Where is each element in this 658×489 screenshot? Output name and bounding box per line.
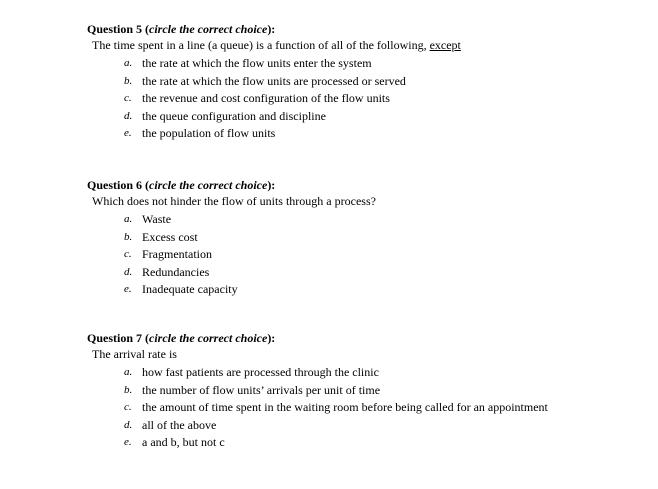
choice-a[interactable]: a. the rate at which the flow units enter the system [124,56,372,70]
question-title: Question 6 (circle the correct choice): [87,178,276,192]
choice-list [87,365,647,453]
choice-d[interactable]: d. the queue configuration and discipline [124,108,326,123]
choice-b[interactable]: b. the number of flow units’ arrivals per unit of time [124,382,381,397]
choice-a[interactable]: a. how fast patients are processed through the clinic [124,365,379,379]
question-5 [87,22,647,144]
choice-d[interactable]: d. all of the above [124,417,217,432]
choice-c[interactable]: c. Fragmentation [124,247,212,261]
stem-emphasis: except [429,38,461,52]
question-7 [87,331,647,453]
choice-a[interactable]: a. Waste [124,212,172,226]
question-stem: The arrival rate is [92,347,177,361]
choice-list [87,212,647,300]
choice-d[interactable]: d. Redundancies [124,264,210,279]
question-stem: Which does not hinder the flow of units through a process? [92,194,376,208]
choice-e[interactable]: e. Inadequate capacity [124,282,238,296]
question-title: Question 5 (circle the correct choice): [87,22,276,36]
choice-e[interactable]: e. the population of flow units [124,126,276,140]
choice-c[interactable]: c. the revenue and cost configuration of the flow units [124,91,390,105]
choice-c[interactable]: c. the amount of time spent in the waiting room before being called for an appointment [124,400,548,414]
choice-e[interactable]: e. a and b, but not c [124,435,225,449]
choice-b[interactable]: b. Excess cost [124,229,198,244]
question-title: Question 7 (circle the correct choice): [87,331,276,345]
question-6 [87,178,647,300]
choice-list [87,56,647,144]
choice-b[interactable]: b. the rate at which the flow units are processed or served [124,73,406,88]
question-stem: The time spent in a line (a queue) is a function of all of the following, except [92,38,461,52]
